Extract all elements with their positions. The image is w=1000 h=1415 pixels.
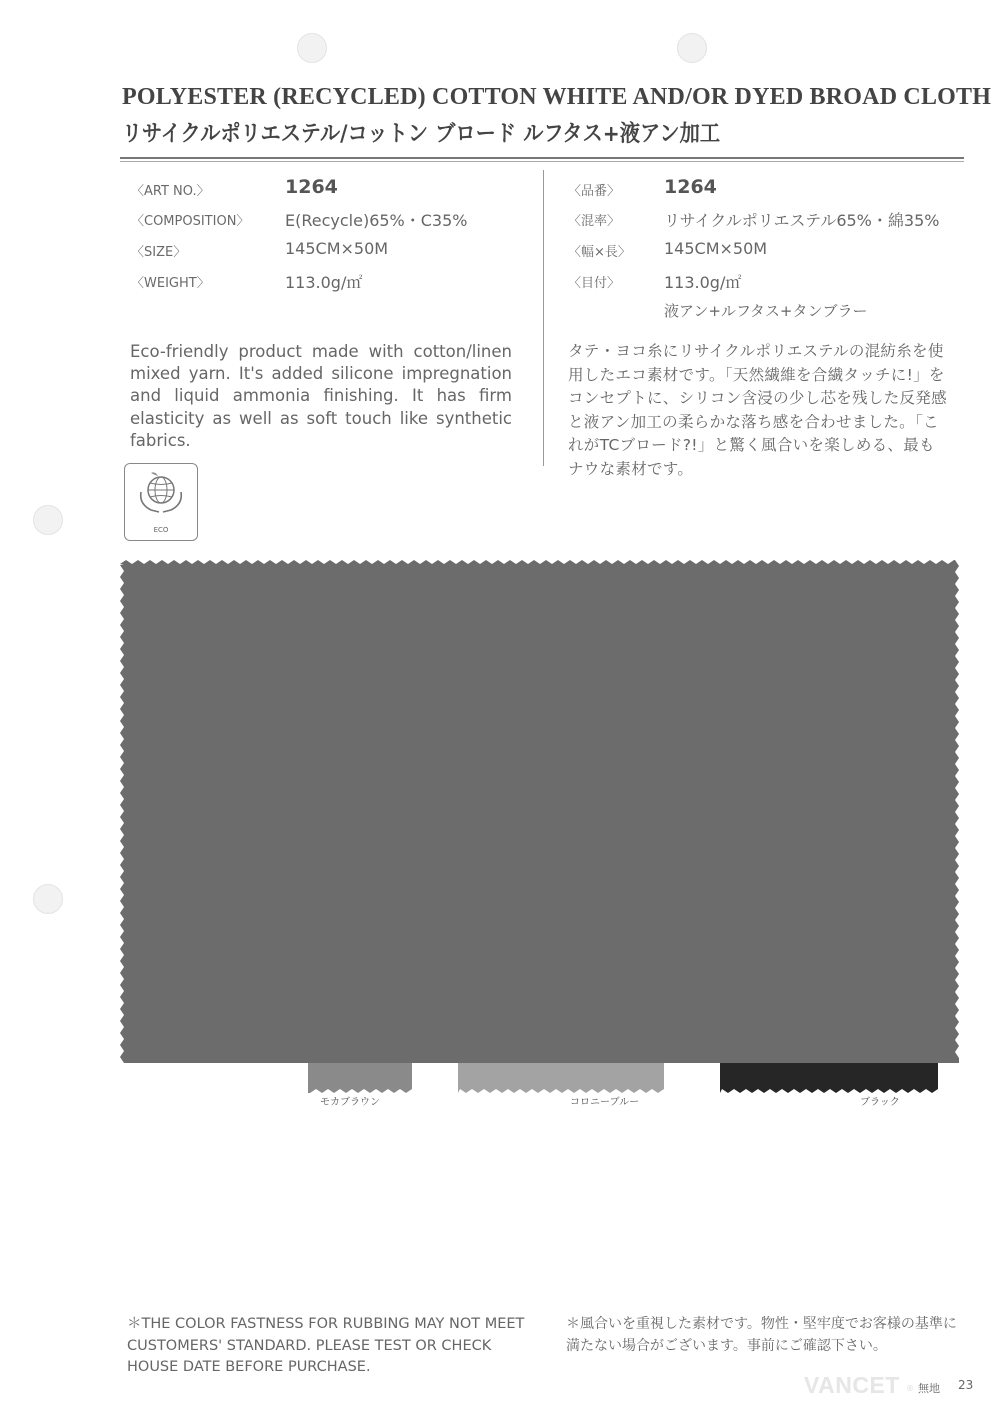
- weight-value: 113.0g/㎡: [285, 273, 363, 292]
- globe-in-hands-icon: [135, 470, 187, 518]
- description-jp: タテ・ヨコ糸にリサイクルポリエステルの混紡糸を使用したエコ素材です。「天然繊維を合繊タッチに!」をコンセプトに、シリコン含浸の少し芯を残した反発感と液アン加工の柔らかな落ち感を合わせました。「これがTCブロード?!」と驚く風合いを楽しめる、最も ナウな素材です。: [568, 342, 947, 478]
- swatch-colony-blue: [458, 1063, 664, 1097]
- metsuke-value: 113.0g/㎡: [664, 273, 742, 292]
- swatch-black: [720, 1063, 938, 1097]
- composition-value: E(Recycle)65%・C35%: [285, 211, 468, 230]
- page-number: 23: [958, 1378, 974, 1392]
- title-rule: [120, 157, 964, 159]
- column-divider: [543, 170, 544, 466]
- swatch-label-mocha-brown: モカブラウン: [320, 1097, 380, 1108]
- hinban-label: 〈品番〉: [568, 184, 621, 199]
- brand-logo: VANCET: [804, 1372, 900, 1398]
- composition-label: 〈COMPOSITION〉: [131, 214, 250, 229]
- title-rule-thin: [120, 161, 964, 162]
- swatch-label-black: ブラック: [860, 1097, 900, 1108]
- konritsu-label: 〈混率〉: [568, 214, 621, 229]
- binder-hole-left-lower: [33, 884, 63, 914]
- binder-hole-left-upper: [33, 505, 63, 535]
- rubbing-notice-en: ＊THE COLOR FASTNESS FOR RUBBING MAY NOT MEET CUSTOMERS' STANDARD. PLEASE TEST OR CHECK HOUSE DATE BEFORE PURCHASE.: [127, 1316, 525, 1375]
- page-title-jp: リサイクルポリエステル/コットン ブロード ルフタス+液アン加工: [122, 121, 721, 147]
- brand-registered-mark: ®: [906, 1384, 914, 1393]
- haba-label: 〈幅×長〉: [568, 245, 631, 260]
- art-no-value: 1264: [285, 176, 338, 198]
- eco-label: ECO: [153, 526, 169, 534]
- category-label: 無地: [918, 1382, 940, 1395]
- page-title-en: POLYESTER (RECYCLED) COTTON WHITE AND/OR DYED BROAD CLOTH: [122, 84, 992, 110]
- haba-value: 145CM×50M: [664, 239, 768, 258]
- swatch-label-colony-blue: コロニーブルー: [570, 1097, 640, 1108]
- hinban-value: 1264: [664, 176, 717, 198]
- art-no-label: 〈ART NO.〉: [131, 184, 210, 199]
- size-label: 〈SIZE〉: [131, 245, 187, 260]
- fabric-swatch-main: [120, 560, 959, 1063]
- binder-hole-top-right: [677, 33, 707, 63]
- metsuke-label: 〈目付〉: [568, 276, 621, 291]
- eco-badge: [124, 463, 198, 541]
- rubbing-notice-jp: ＊風合いを重視した素材です。物性・堅牢度でお客様の基準に満たない場合がございます。事前にご確認下さい。: [566, 1316, 957, 1354]
- weight-label: 〈WEIGHT〉: [131, 276, 210, 291]
- size-value: 145CM×50M: [285, 239, 389, 258]
- konritsu-value: リサイクルポリエステル65%・綿35%: [664, 211, 940, 230]
- binder-hole-top-left: [297, 33, 327, 63]
- finish-value: 液アン+ルフタス+タンブラー: [664, 302, 868, 320]
- description-en: Eco-friendly product made with cotton/linen mixed yarn. It's added silicone impregnation and liquid ammonia finishing. It has firm elasticity as well as soft touch like synthetic fabrics.: [130, 342, 512, 450]
- swatch-mocha-brown: [308, 1063, 412, 1097]
